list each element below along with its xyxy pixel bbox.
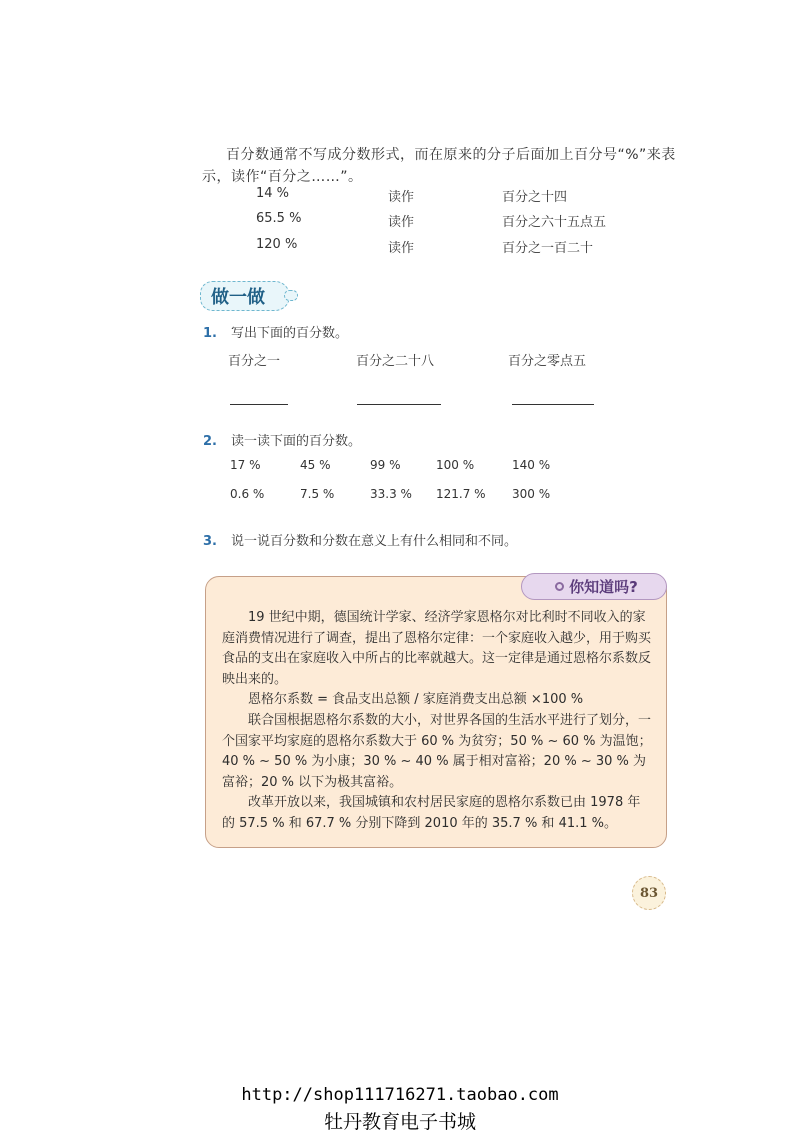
answer-blank[interactable] (512, 404, 594, 405)
bullet-icon (555, 582, 564, 591)
reading-text: 百分之十四 (502, 190, 568, 205)
practice-badge: 做一做 (200, 281, 290, 311)
intro-line-2: 示，读作“百分之……”。 (202, 169, 363, 185)
footer-url: http://shop111716271.taobao.com (241, 1085, 559, 1105)
read-as-label: 读作 (388, 241, 415, 256)
answer-blank[interactable] (357, 404, 441, 405)
percent-item: 45 % (300, 458, 331, 472)
percent-item: 300 % (512, 487, 551, 501)
percent-item: 33.3 % (370, 487, 412, 501)
page-number: 83 (632, 876, 666, 910)
percent-item: 0.6 % (230, 487, 265, 501)
read-as-label: 读作 (388, 215, 415, 230)
blank-prompt: 百分之二十八 (356, 354, 435, 369)
intro-line-1: 百分数通常不写成分数形式，而在原来的分子后面加上百分号“%”来表 (226, 147, 676, 163)
percent-value: 120 % (256, 237, 298, 252)
question-number: 2. (203, 434, 217, 449)
question-text: 读一读下面的百分数。 (230, 434, 361, 449)
engel-formula: 恩格尔系数 = 食品支出总额 / 家庭消费支出总额 ×100 % (248, 692, 584, 708)
percent-value: 65.5 % (256, 211, 302, 226)
percent-item: 17 % (230, 458, 261, 472)
percent-item: 100 % (436, 458, 475, 472)
read-as-label: 读作 (388, 190, 415, 205)
question-number: 3. (203, 534, 217, 549)
percent-value: 14 % (256, 186, 290, 201)
question-1 (203, 322, 348, 341)
did-you-know-text (222, 608, 652, 835)
reading-row (0, 211, 800, 233)
percent-item: 99 % (370, 458, 401, 472)
question-2 (203, 430, 361, 449)
reading-text: 百分之一百二十 (502, 241, 594, 256)
reading-row (0, 237, 800, 259)
did-you-know-title: 你知道吗? (569, 578, 638, 596)
question-text: 说一说百分数和分数在意义上有什么相同和不同。 (230, 534, 517, 549)
reading-text: 百分之六十五点五 (502, 215, 607, 230)
did-you-know-tag (521, 573, 667, 600)
percent-item: 140 % (512, 458, 551, 472)
blank-prompt: 百分之零点五 (508, 354, 587, 369)
question-text: 写出下面的百分数。 (230, 326, 348, 341)
percent-item: 7.5 % (300, 487, 335, 501)
badge-tail-decoration (284, 290, 298, 301)
footer-shop-name: 牡丹教育电子书城 (323, 1111, 476, 1133)
reading-row (0, 186, 800, 208)
engel-paragraph-1: 19 世纪中期，德国统计学家、经济学家恩格尔对比利时不同收入的家庭消费情况进行了调查，提出了恩格尔定律：一个家庭收入越少，用于购买食品的支出在家庭收入中所占的比率就越大。这一定律是通过恩格尔系数反映出来的。 (222, 610, 652, 687)
answer-blank[interactable] (230, 404, 288, 405)
question-number: 1. (203, 326, 217, 341)
question-3 (203, 530, 517, 549)
blank-prompt: 百分之一 (228, 354, 281, 369)
percent-item: 121.7 % (436, 487, 486, 501)
engel-paragraph-2: 联合国根据恩格尔系数的大小，对世界各国的生活水平进行了划分，一个国家平均家庭的恩格尔系数大于 60 % 为贫穷；50 % ~ 60 % 为温饱；40 % ~ 50 % 为小康；30 % ~ 40 % 属于相对富裕；20 % ~ 30 % 为富裕；20 % 以下为极其富裕。 (222, 712, 652, 790)
engel-paragraph-3: 改革开放以来，我国城镇和农村居民家庭的恩格尔系数已由 1978 年的 57.5 % 和 67.7 % 分别下降到 2010 年的 35.7 % 和 41.1 %。 (222, 795, 641, 831)
